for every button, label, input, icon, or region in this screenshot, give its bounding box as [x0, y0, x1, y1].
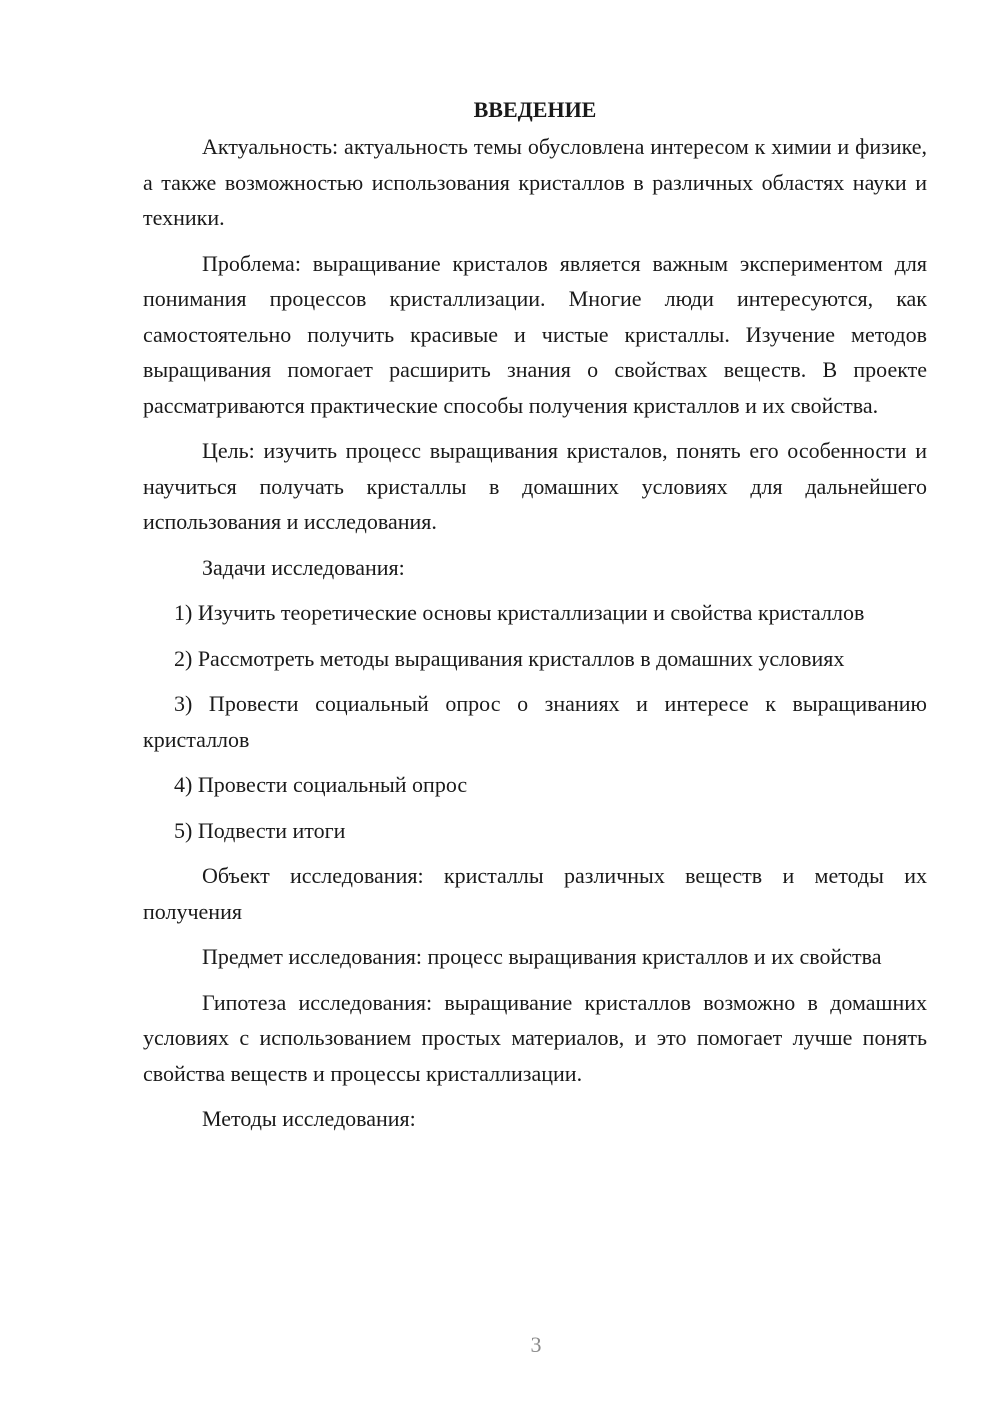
task-item-5: 5) Подвести итоги [174, 817, 346, 843]
document-page [143, 92, 927, 1147]
subject-paragraph: Предмет исследования: процесс выращивания кристаллов и их свойства [202, 944, 882, 969]
object-paragraph: Объект исследования: кристаллы различных веществ и методы их получения [143, 863, 927, 924]
methods-heading: Методы исследования: [202, 1106, 416, 1131]
task-item-1: 1) Изучить теоретические основы кристаллизации и свойства кристаллов [174, 600, 865, 625]
task-item-3: 3) Провести социальный опрос о знаниях и интересе к выращиванию кристаллов [143, 691, 927, 752]
relevance-paragraph: Актуальность: актуальность темы обусловлена интересом к химии и физике, а также возможностью использования кристаллов в различных областях науки и техники. [143, 134, 927, 230]
goal-paragraph: Цель: изучить процесс выращивания кристалов, понять его особенности и научиться получать кристаллы в домашних условиях для дальнейшего использования и исследования. [143, 438, 927, 534]
page-number: 3 [530, 1332, 542, 1357]
section-title: ВВЕДЕНИЕ [473, 97, 597, 122]
task-item-4: 4) Провести социальный опрос [174, 772, 468, 797]
hypothesis-paragraph: Гипотеза исследования: выращивание кристаллов возможно в домашних условиях с использованием простых материалов, и это помогает лучше понять свойства веществ и процессы кристаллизации. [143, 989, 927, 1086]
tasks-heading: Задачи исследования: [202, 554, 405, 580]
problem-paragraph: Проблема: выращивание кристалов является важным экспериментом для понимания процессов кристаллизации. Многие люди интересуются, как самостоятельно получить красивые и чистые кристаллы. Изучение методов выращивания помогает расширить знания о свойствах веществ. В проекте рассматриваются практические способы получения кристаллов и их свойства. [143, 250, 927, 418]
task-item-2: 2) Рассмотреть методы выращивания кристаллов в домашних условиях [174, 645, 845, 671]
